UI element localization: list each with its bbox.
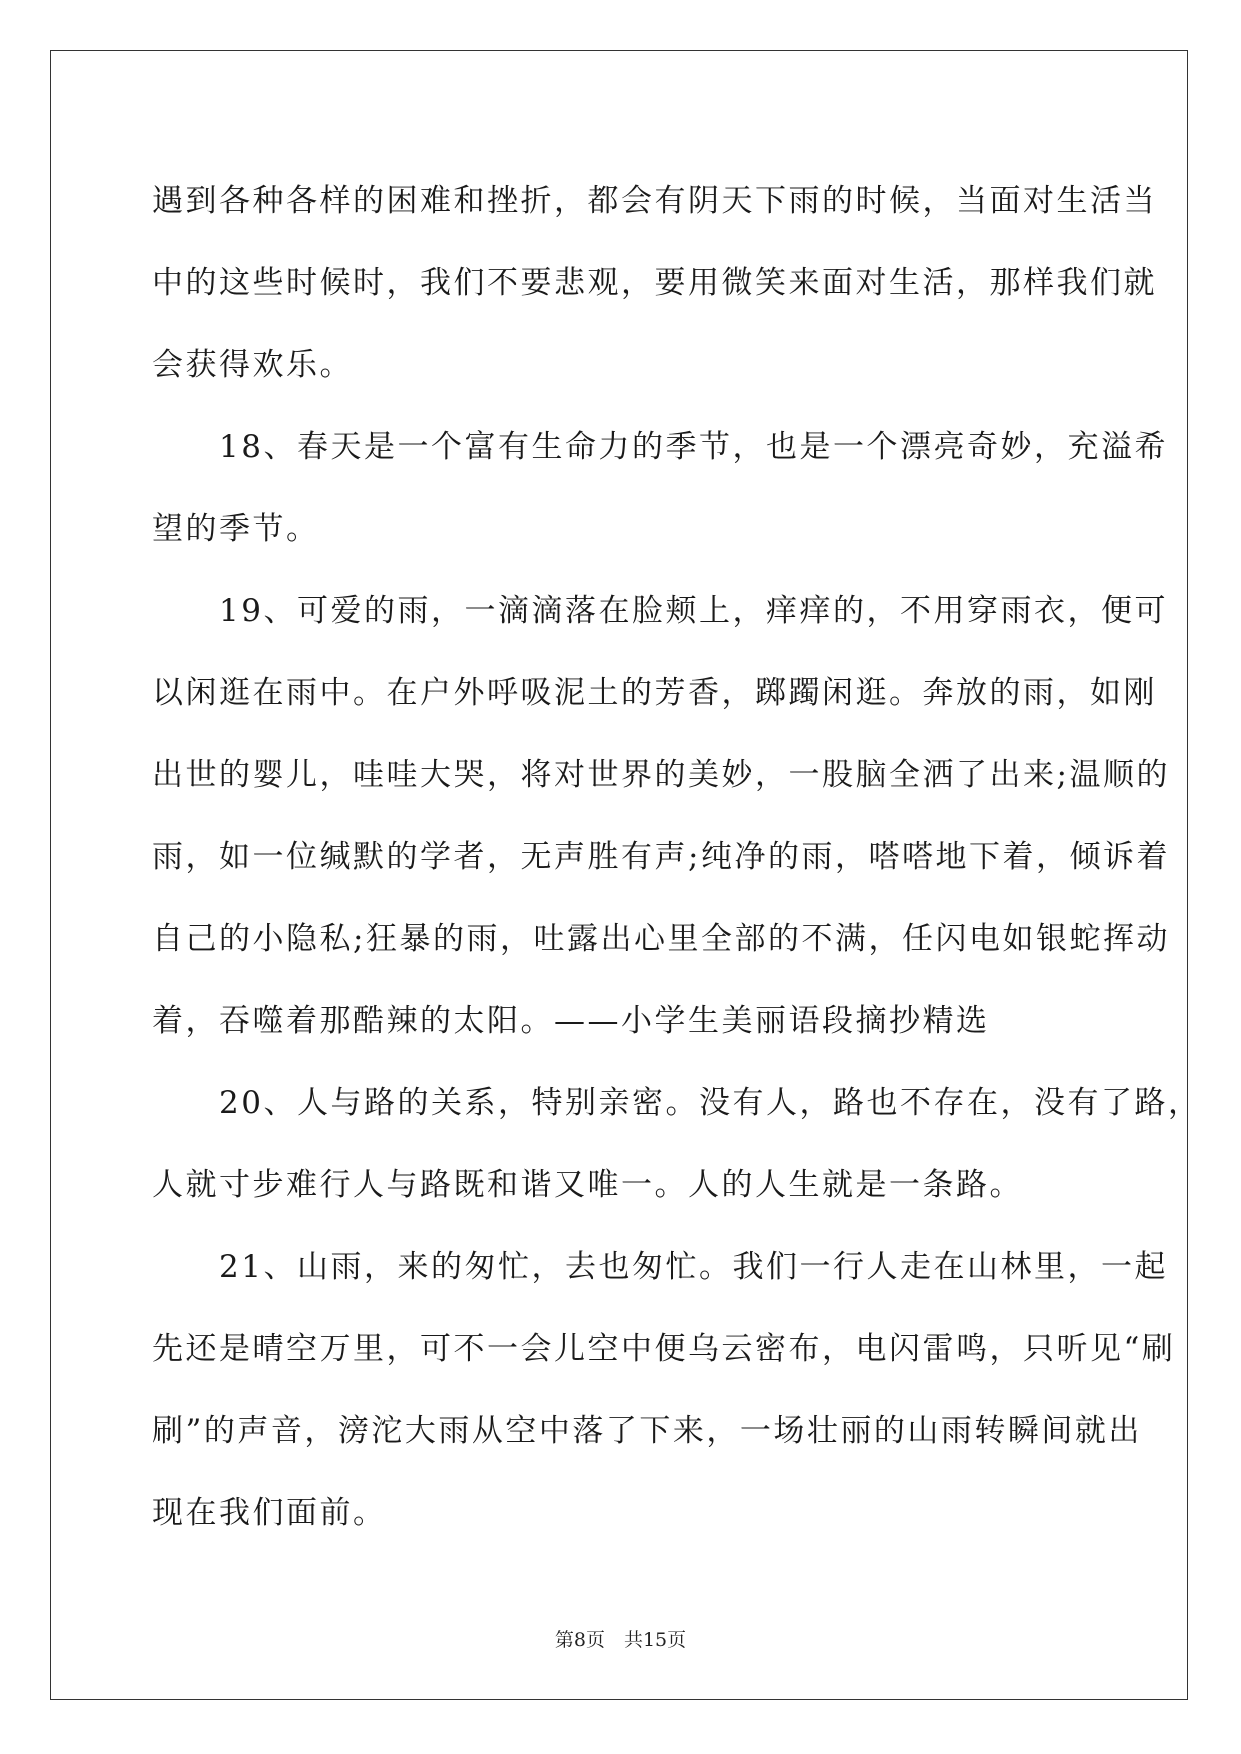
text-line: 自己的小隐私;狂暴的雨，吐露出心里全部的不满，任闪电如银蛇挥动	[152, 921, 1170, 957]
paragraph-21-line: 21、山雨，来的匆忙，去也匆忙。我们一行人走在山林里，一起	[152, 1249, 1168, 1285]
text-line: 会获得欢乐。	[152, 347, 353, 383]
paragraph-20-line: 20、人与路的关系，特别亲密。没有人，路也不存在，没有了路，	[152, 1085, 1202, 1121]
document-body	[152, 160, 1202, 1554]
text-line: 中的这些时候时，我们不要悲观，要用微笑来面对生活，那样我们就	[152, 265, 1157, 301]
paragraph-19-line: 19、可爱的雨，一滴滴落在脸颊上，痒痒的，不用穿雨衣，便可	[152, 593, 1168, 629]
text-line: 人就寸步难行人与路既和谐又唯一。人的人生就是一条路。	[152, 1167, 1023, 1203]
page-number-footer: 第8页 共15页	[554, 1629, 687, 1651]
text-line: 遇到各种各样的困难和挫折，都会有阴天下雨的时候，当面对生活当	[152, 183, 1157, 219]
text-line: 以闲逛在雨中。在户外呼吸泥土的芳香，踯躅闲逛。奔放的雨，如刚	[152, 675, 1157, 711]
text-line: 望的季节。	[152, 511, 320, 547]
text-line: 现在我们面前。	[152, 1495, 387, 1531]
text-line: 着，吞噬着那酷辣的太阳。——小学生美丽语段摘抄精选	[152, 1003, 990, 1039]
text-line: 刷”的声音，滂沱大雨从空中落了下来，一场壮丽的山雨转瞬间就出	[152, 1413, 1142, 1449]
text-line: 雨，如一位缄默的学者，无声胜有声;纯净的雨，嗒嗒地下着，倾诉着	[152, 839, 1170, 875]
paragraph-18-line: 18、春天是一个富有生命力的季节，也是一个漂亮奇妙，充溢希	[152, 429, 1168, 465]
text-line: 出世的婴儿，哇哇大哭，将对世界的美妙，一股脑全洒了出来;温顺的	[152, 757, 1170, 793]
text-line: 先还是晴空万里，可不一会儿空中便乌云密布，电闪雷鸣，只听见“刷	[152, 1331, 1176, 1367]
